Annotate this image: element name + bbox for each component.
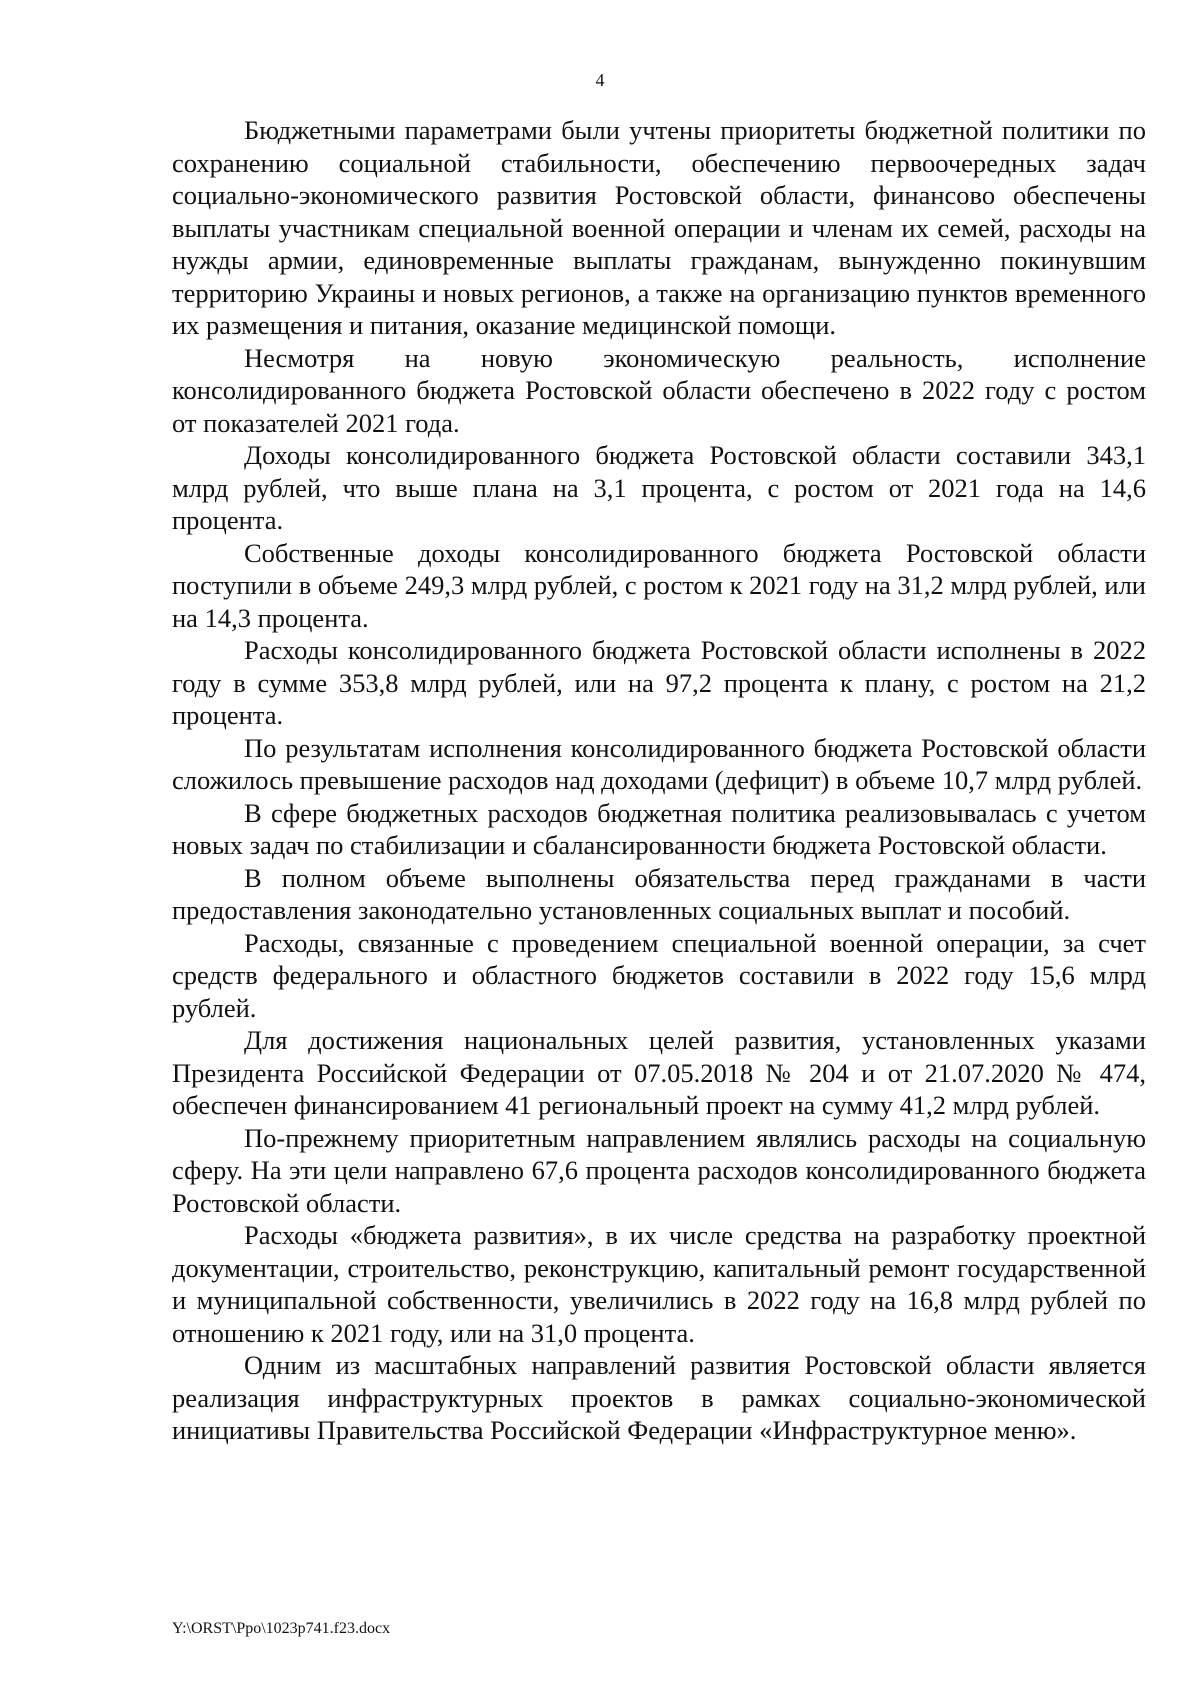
paragraph-military-operation-costs: Расходы, связанные с проведением специальной военной операции, за счет средств федерального и областного бюджетов составили в 2022 году 15,6 млрд рублей. (172, 927, 1146, 1023)
paragraph-infrastructure-menu: Одним из масштабных направлений развития Ростовской области является реализация инфраструктурных проектов в рамках социально-экономической инициативы Правительства Российской Федерации «Инфраструктурное меню». (172, 1350, 1146, 1445)
paragraph-development-budget: Расходы «бюджета развития», в их числе средства на разработку проектной документации, строительство, реконструкцию, капитальный ремонт государственной и муниципальной собственности, увеличились в 2022 году на 16,8 млрд рублей по отношению к 2021 году, или на 31,0 процента. (172, 1220, 1146, 1348)
paragraph-deficit: По результатам исполнения консолидированного бюджета Ростовской области сложилось превышение расходов над доходами (дефицит) в объеме 10,7 млрд рублей. (172, 732, 1146, 795)
file-path-footer: Y:\ORST\Ppo\1023p741.f23.docx (172, 1620, 391, 1637)
paragraph-own-revenues: Собственные доходы консолидированного бюджета Ростовской области поступили в объеме 249,3 млрд рублей, с ростом к 2021 году на 31,2 млрд рублей, или на 14,3 процента. (172, 537, 1146, 633)
paragraph-budget-priorities: Бюджетными параметрами были учтены приоритеты бюджетной политики по сохранению социальной стабильности, обеспечению первоочередных задач социально-экономического развития Ростовской области, финансово обеспечены выплаты участникам специальной военной операции и членам их семей, расходы на нужды армии, единовременные выплаты гражданам, вынужденно покинувшим территорию Украины и новых регионов, а также на организацию пунктов временного их размещения и питания, оказание медицинской помощи. (172, 115, 1146, 340)
paragraph-revenues: Доходы консолидированного бюджета Ростовской области составили 343,1 млрд рублей, что выше плана на 3,1 процента, с ростом от 2021 года на 14,6 процента. (172, 440, 1146, 535)
paragraph-social-sphere: По-прежнему приоритетным направлением являлись расходы на социальную сферу. На эти цели направлено 67,6 процента расходов консолидированного бюджета Ростовской области. (172, 1122, 1146, 1218)
paragraph-national-goals: Для достижения национальных целей развития, установленных указами Президента Российской Федерации от 07.05.2018 № 204 и от 21.07.2020 № 474, обеспечен финансированием 41 региональный проект на сумму 41,2 млрд рублей. (172, 1025, 1146, 1120)
paragraph-expenditure-policy: В сфере бюджетных расходов бюджетная политика реализовывалась с учетом новых задач по стабилизации и сбалансированности бюджета Ростовской области. (172, 797, 1146, 860)
page-number: 4 (595, 70, 605, 90)
paragraph-budget-execution: Несмотря на новую экономическую реальность, исполнение консолидированного бюджета Ростовской области обеспечено в 2022 году с ростом от показателей 2021 года. (172, 342, 1146, 438)
paragraph-expenditures: Расходы консолидированного бюджета Ростовской области исполнены в 2022 году в сумме 353,8 млрд рублей, или на 97,2 процента к плану, с ростом на 21,2 процента. (172, 635, 1146, 730)
document-body (172, 114, 1146, 1447)
paragraph-social-obligations: В полном объеме выполнены обязательства перед гражданами в части предоставления законодательно установленных социальных выплат и пособий. (172, 862, 1146, 925)
